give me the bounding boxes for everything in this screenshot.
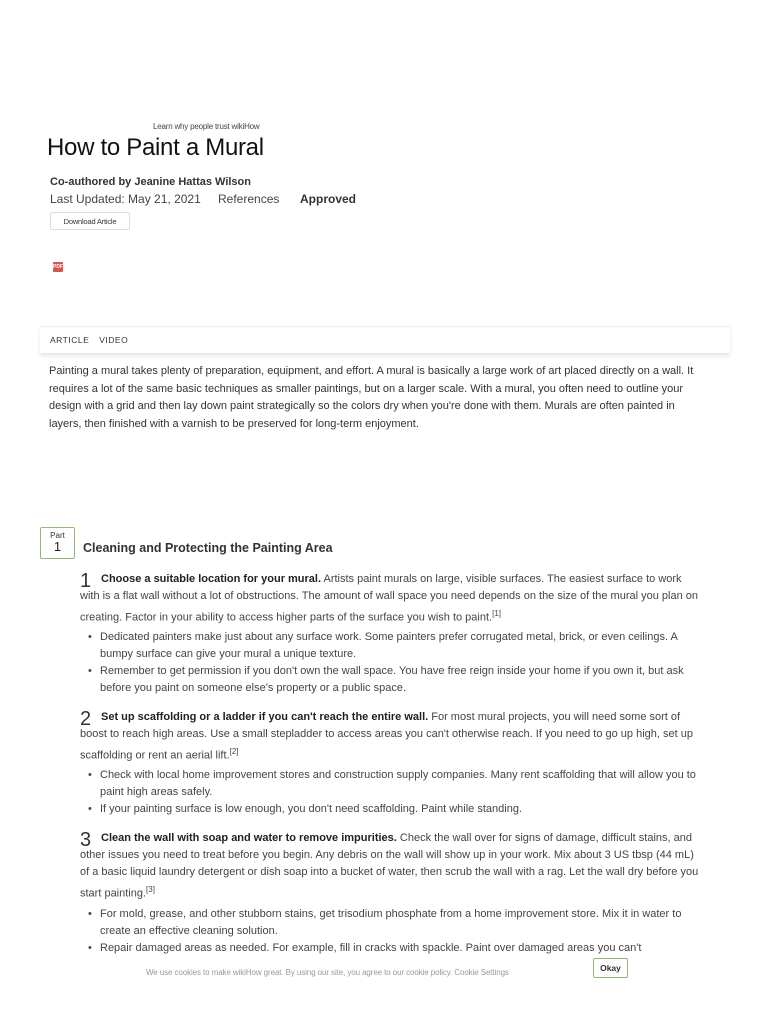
cookie-message: We use cookies to make wikiHow great. By using our site, you agree to our cookie policy.: [146, 968, 453, 977]
step-summary: Clean the wall with soap and water to remove impurities.: [101, 832, 397, 844]
cookie-settings-link[interactable]: Cookie Settings: [454, 968, 509, 977]
list-item: • Repair damaged areas as needed. For example, fill in cracks with spackle. Paint over damaged areas you can't: [88, 940, 700, 957]
download-article-button[interactable]: Download Article: [50, 212, 130, 230]
part-title: Cleaning and Protecting the Painting Area: [83, 541, 333, 555]
step-2-bullets: [88, 767, 700, 818]
step-number: 2: [80, 708, 92, 730]
step-body: Artists paint murals on large, visible surfaces. The easiest surface to work with is a flat wall without a lot of obstructions. The amount of wall space you need depends on the size of the mural you plan on creating. Factor in your ability to access higher parts of the surface you wish to paint.: [80, 573, 698, 624]
list-item: • For mold, grease, and other stubborn stains, get trisodium phosphate from a home improvement store. Mix it in water to create an effective cleaning solution.: [88, 906, 700, 940]
step-number: 3: [80, 829, 92, 851]
step-text: [80, 830, 700, 903]
step-1-bullets: [88, 629, 700, 697]
page-title: How to Paint a Mural: [47, 134, 264, 161]
list-item: • Dedicated painters make just about any surface work. Some painters prefer corrugated metal, brick, or even ceilings. A bumpy surface can give your mural a unique texture.: [88, 629, 700, 663]
tab-video[interactable]: VIDEO: [99, 335, 129, 345]
author-byline[interactable]: Co-authored by Jeanine Hattas Wilson: [50, 176, 251, 188]
list-item: • If your painting surface is low enough, you don't need scaffolding. Paint while standing.: [88, 801, 700, 818]
trust-link[interactable]: Learn why people trust wikiHow: [153, 122, 260, 131]
tab-article[interactable]: ARTICLE: [50, 335, 90, 345]
step-1: [80, 571, 700, 627]
cookie-okay-button[interactable]: Okay: [593, 958, 628, 978]
step-number: 1: [80, 570, 92, 592]
part-number: 1: [53, 539, 62, 554]
reference-marker[interactable]: [1]: [492, 609, 501, 618]
step-summary: Set up scaffolding or a ladder if you can't reach the entire wall.: [101, 711, 429, 723]
step-text: [80, 571, 700, 627]
step-summary: Choose a suitable location for your mural.: [101, 573, 322, 585]
approved-badge[interactable]: Approved: [300, 192, 357, 206]
article-meta: [50, 192, 356, 206]
step-3-bullets: [88, 906, 700, 957]
part-label: Part: [50, 531, 65, 540]
reference-marker[interactable]: [2]: [229, 747, 239, 756]
last-updated: Last Updated: May 21, 2021: [50, 192, 201, 206]
cookie-banner: [0, 958, 768, 984]
pdf-icon[interactable]: PDF: [53, 264, 63, 270]
step-2: [80, 709, 700, 765]
article-intro: Painting a mural takes plenty of preparation, equipment, and effort. A mural is basically a large work of art placed directly on a wall. It requires a lot of the same basic techniques as smaller paintings, but on a larger scale. With a mural, you often need to outline your design with a grid and then lay down paint strategically so the colors dry when you're done with them. Murals are often painted in layers, then finished with a varnish to be preserved for long-term enjoyment.: [49, 365, 694, 430]
step-body: Check the wall over for signs of damage, difficult stains, and other issues you need to treat before you begin. Any debris on the wall will show up in your work. Mix about 3 US tbsp (44 mL) of a basic liquid laundry detergent or dish soap into a bucket of water, then scrub the wall with a rag. Let the wall dry before you start painting.: [80, 832, 699, 900]
step-text: [80, 709, 700, 765]
list-item: • Check with local home improvement stores and construction supply companies. Many rent scaffolding that will allow you to paint high areas safely.: [88, 767, 700, 801]
reference-marker[interactable]: [3]: [146, 885, 155, 894]
part-badge: [40, 527, 75, 559]
cookie-text: [146, 968, 509, 977]
step-3: [80, 830, 700, 903]
article-tabs: [40, 326, 730, 353]
references-link[interactable]: References: [218, 192, 280, 206]
step-body: For most mural projects, you will need some sort of boost to reach high areas. Use a small stepladder to access areas you can't otherwise reach. If you need to go up high, set up scaffolding or rent an aerial lift.: [80, 711, 693, 762]
list-item: • Remember to get permission if you don't own the wall space. You have free reign inside your home if you own it, but ask before you paint on someone else's property or a public space.: [88, 663, 700, 697]
